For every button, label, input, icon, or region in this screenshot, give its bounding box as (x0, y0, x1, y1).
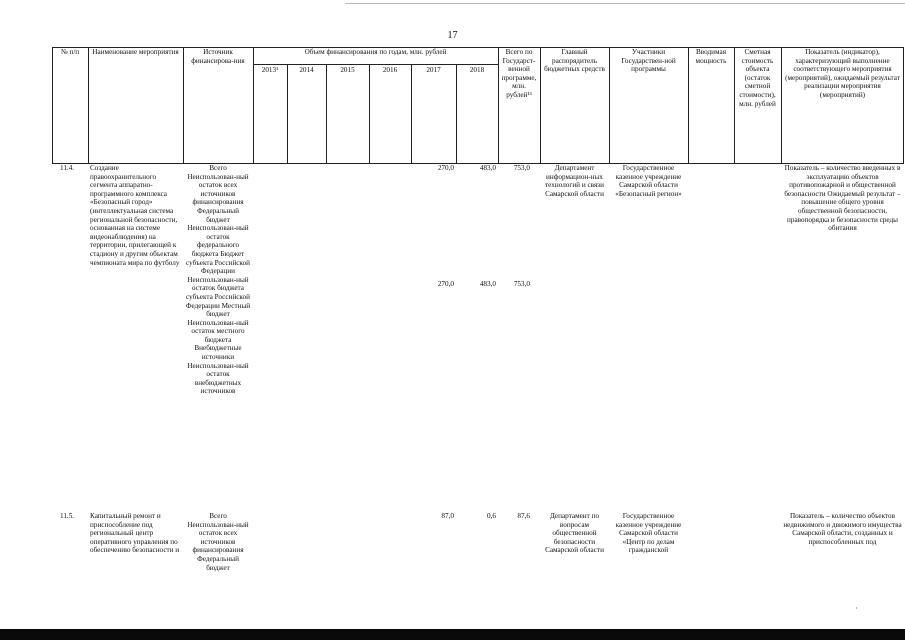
top-rule (345, 3, 905, 4)
header-total: Всего по Государст-венной программе, млн. рублей¹³ (501, 48, 537, 99)
scan-bottom-edge (0, 629, 905, 640)
col-divider (688, 47, 689, 163)
header-participants: Участники Государствен-ной программы (621, 48, 676, 74)
col-divider (287, 64, 288, 163)
col-divider (609, 47, 610, 163)
row-manager: Департамент по вопросам общественной безопасности Самарской области (545, 512, 604, 555)
col-divider (369, 64, 370, 163)
row-participants: Государственное казенное учреждение Самарской области «Безопасный регион» (615, 164, 682, 198)
row-total: 87,6 (517, 512, 530, 520)
header-manager: Главный распорядитель бюджетных средств (544, 48, 605, 74)
col-divider (498, 47, 499, 163)
col-divider (253, 47, 254, 163)
row-2018-regional: 483,0 (479, 280, 496, 288)
header-year-2013: 2013¹ (261, 66, 279, 74)
col-divider (52, 47, 53, 163)
row-2017-regional: 270,0 (437, 280, 454, 288)
header-no: № п/п (60, 48, 80, 56)
year-divider-line (253, 64, 498, 65)
col-divider (540, 47, 541, 163)
header-name: Наименование мероприятия (92, 48, 179, 56)
header-year-2016: 2016 (382, 66, 398, 74)
row-participants: Государственное казенное учреждение Самарской области «Центр по делам гражданской (615, 512, 682, 555)
scan-speck: · (855, 604, 858, 613)
row-manager: Департамент информацион-ных технологий и связи Самарской области (545, 164, 604, 198)
col-divider (326, 64, 327, 163)
header-cost: Сметная стоимость объекта (остаток сметной стоимости), млн. рублей (739, 48, 776, 108)
row-number: 11.5. (60, 512, 75, 520)
row-name: Капитальный ремонт и приспособление под региональный центр оперативного управления по обеспечению безопасности и (90, 512, 180, 555)
header-year-2014: 2014 (299, 66, 314, 74)
col-divider (456, 64, 457, 163)
header-year-2015: 2015 (340, 66, 355, 74)
row-name: Создание правоохранительного сегмента аппаратно-программного комплекса «Безопасный город» (интеллектуальная система региональной безопасности, основанная на системе видеонаблюдения) на территории, прилегающей к стадиону и другим объектам чемпионата мира по футболу (90, 164, 180, 267)
row-2018-total: 0,6 (487, 512, 496, 520)
header-source: Источник финансирова-ния (191, 48, 245, 65)
header-indicator: Показатель (индикатор), характеризующий выполнение соответствующего мероприятия (мероприятий), ожидаемый результат реализации мероприятия (мероприятий) (785, 48, 900, 99)
col-divider (183, 47, 184, 163)
header-year-2017: 2017 (426, 66, 441, 74)
row-indicator: Показатель – количество введенных в эксплуатацию объектов противопожарной и общественной безопасности Ожидаемый результат – повышение общего уровня общественной безопасности, правопорядка и безопасности среды обитания (784, 164, 901, 233)
col-divider (734, 47, 735, 163)
header-funding: Объем финансирования по годам, млн. рублей (304, 48, 447, 56)
col-divider (781, 47, 782, 163)
col-divider (88, 47, 89, 163)
header-year-2018: 2018 (469, 66, 485, 74)
table-top-border (52, 47, 904, 48)
row-2017-total: 87,0 (441, 512, 454, 520)
row-total-regional: 753,0 (513, 280, 530, 288)
page-number: 17 (447, 30, 458, 41)
row-total: 753,0 (513, 164, 530, 172)
row-indicator: Показатель – количество объектов недвижимого и движимого имущества Самарской области, созданных и приспособленных под (783, 512, 902, 546)
col-divider (903, 47, 904, 163)
row-sources: Всего Неиспользован-ный остаток всех источников финансирования Федеральный бюджет Неиспользован-ный остаток федерального бюджета Бюджет субъекта Российской Федерации Неиспользован-ный остаток бюджета субъекта Российской Федерации Местный бюджет Неиспользован-ный остаток местного бюджета Внебюджетные источники Неиспользован-ный остаток внебюджетных источников (185, 164, 251, 396)
row-2018-total: 483,0 (479, 164, 496, 172)
header-capacity: Вводимая мощность (695, 48, 727, 65)
row-sources: Всего Неиспользован-ный остаток всех источников финансирования Федеральный бюджет (187, 512, 249, 572)
row-number: 11.4. (60, 164, 75, 172)
row-2017-total: 270,0 (437, 164, 454, 172)
header-bottom-border (52, 163, 904, 164)
col-divider (411, 64, 412, 163)
